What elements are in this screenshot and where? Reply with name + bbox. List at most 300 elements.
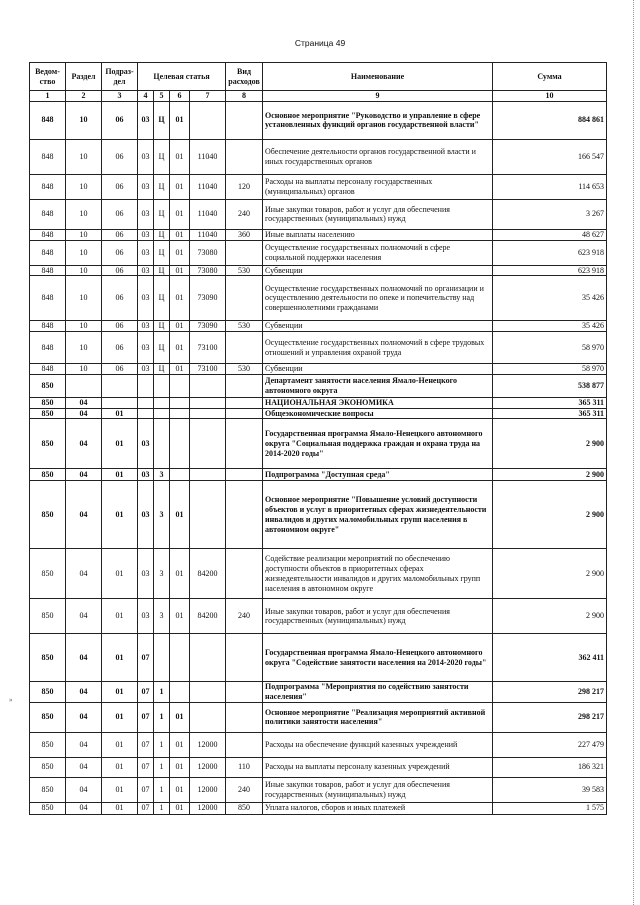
cell-razdel: 10: [66, 364, 102, 375]
cell-subprogram: Ц: [154, 139, 170, 174]
cell-direction: [190, 408, 226, 419]
cell-podrazdel: 01: [102, 757, 138, 777]
cell-vid-raskhodov: 240: [226, 777, 263, 802]
cell-program: 07: [138, 802, 154, 814]
cell-podrazdel: 06: [102, 276, 138, 321]
budget-table: [29, 62, 607, 815]
cell-program: 03: [138, 139, 154, 174]
cell-vid-raskhodov: 360: [226, 229, 263, 240]
cell-podrazdel: 01: [102, 549, 138, 599]
cell-vid-raskhodov: [226, 634, 263, 682]
cell-vid-raskhodov: [226, 397, 263, 408]
cell-direction: [190, 634, 226, 682]
cell-vedomstvo: 850: [30, 549, 66, 599]
table-body: [30, 101, 607, 814]
table-row: [30, 702, 607, 732]
cell-program: 03: [138, 364, 154, 375]
cell-event: 01: [170, 549, 190, 599]
cell-vid-raskhodov: [226, 139, 263, 174]
cell-program: 03: [138, 199, 154, 229]
cell-direction: 73090: [190, 321, 226, 332]
cell-summa: 166 547: [493, 139, 607, 174]
cell-vid-raskhodov: 850: [226, 802, 263, 814]
cell-razdel: 04: [66, 469, 102, 481]
cell-program: [138, 374, 154, 397]
column-number: 7: [190, 91, 226, 102]
cell-naimenovanie: Департамент занятости населения Ямало-Ненецкого автономного округа: [263, 374, 493, 397]
table-row: [30, 599, 607, 634]
cell-program: 03: [138, 174, 154, 199]
cell-vedomstvo: 848: [30, 101, 66, 139]
cell-vid-raskhodov: [226, 481, 263, 549]
table-row: [30, 364, 607, 375]
cell-direction: 11040: [190, 199, 226, 229]
cell-razdel: 10: [66, 139, 102, 174]
cell-razdel: 10: [66, 174, 102, 199]
cell-program: 03: [138, 481, 154, 549]
table-row: [30, 199, 607, 229]
header-naimenovanie: Наименование: [263, 63, 493, 91]
cell-vedomstvo: 850: [30, 419, 66, 469]
cell-naimenovanie: Субвенции: [263, 265, 493, 276]
cell-naimenovanie: Общеэкономические вопросы: [263, 408, 493, 419]
header-podrazdel: Подраз-дел: [102, 63, 138, 91]
cell-razdel: 10: [66, 229, 102, 240]
cell-podrazdel: 01: [102, 777, 138, 802]
cell-naimenovanie: Субвенции: [263, 321, 493, 332]
cell-subprogram: 3: [154, 469, 170, 481]
cell-podrazdel: [102, 374, 138, 397]
cell-subprogram: Ц: [154, 321, 170, 332]
cell-vedomstvo: 848: [30, 332, 66, 364]
cell-direction: [190, 101, 226, 139]
cell-razdel: 10: [66, 332, 102, 364]
table-row: [30, 397, 607, 408]
cell-direction: 11040: [190, 139, 226, 174]
column-number-row: [30, 91, 607, 102]
scan-mark: »: [9, 696, 13, 704]
table-row: [30, 174, 607, 199]
cell-podrazdel: 01: [102, 802, 138, 814]
cell-program: 03: [138, 240, 154, 265]
cell-direction: [190, 469, 226, 481]
cell-subprogram: 1: [154, 682, 170, 703]
cell-program: 03: [138, 419, 154, 469]
cell-naimenovanie: Государственная программа Ямало-Ненецкого автономного округа "Содействие занятости населения на 2014-2020 годы": [263, 634, 493, 682]
cell-podrazdel: 06: [102, 332, 138, 364]
cell-summa: 298 217: [493, 682, 607, 703]
cell-summa: 884 861: [493, 101, 607, 139]
cell-vedomstvo: 848: [30, 174, 66, 199]
cell-direction: [190, 397, 226, 408]
cell-event: 01: [170, 777, 190, 802]
cell-vedomstvo: 848: [30, 265, 66, 276]
cell-direction: 11040: [190, 174, 226, 199]
cell-summa: 1 575: [493, 802, 607, 814]
cell-summa: 35 426: [493, 276, 607, 321]
cell-event: 01: [170, 240, 190, 265]
cell-razdel: 04: [66, 599, 102, 634]
cell-vedomstvo: 850: [30, 757, 66, 777]
cell-podrazdel: 06: [102, 265, 138, 276]
cell-subprogram: 1: [154, 802, 170, 814]
cell-program: 07: [138, 682, 154, 703]
cell-direction: 73100: [190, 364, 226, 375]
cell-summa: 623 918: [493, 265, 607, 276]
cell-summa: 35 426: [493, 321, 607, 332]
cell-podrazdel: 01: [102, 469, 138, 481]
cell-subprogram: Ц: [154, 101, 170, 139]
cell-razdel: 04: [66, 408, 102, 419]
cell-naimenovanie: Иные закупки товаров, работ и услуг для обеспечения государственных (муниципальных) нужд: [263, 599, 493, 634]
cell-podrazdel: 01: [102, 732, 138, 757]
cell-razdel: 10: [66, 276, 102, 321]
cell-program: 03: [138, 549, 154, 599]
cell-summa: 2 900: [493, 419, 607, 469]
cell-subprogram: 3: [154, 481, 170, 549]
cell-naimenovanie: Основное мероприятие "Руководство и управление в сфере установленных функций органов государственной власти": [263, 101, 493, 139]
column-number: 1: [30, 91, 66, 102]
cell-naimenovanie: Субвенции: [263, 364, 493, 375]
cell-razdel: 10: [66, 240, 102, 265]
table-row: [30, 757, 607, 777]
cell-vedomstvo: 848: [30, 229, 66, 240]
cell-event: 01: [170, 802, 190, 814]
cell-podrazdel: 06: [102, 229, 138, 240]
cell-vid-raskhodov: 240: [226, 599, 263, 634]
cell-event: 01: [170, 139, 190, 174]
cell-summa: 48 627: [493, 229, 607, 240]
table-row: [30, 777, 607, 802]
cell-naimenovanie: Основное мероприятие "Повышение условий доступности объектов и услуг в приоритетных сферах жизнедеятельности инвалидов и других маломобильных групп населения в автономном округе": [263, 481, 493, 549]
table-row: [30, 469, 607, 481]
cell-vedomstvo: 850: [30, 599, 66, 634]
cell-program: 03: [138, 469, 154, 481]
header-summa: Сумма: [493, 63, 607, 91]
cell-summa: 623 918: [493, 240, 607, 265]
cell-subprogram: 1: [154, 702, 170, 732]
cell-direction: [190, 481, 226, 549]
cell-razdel: 04: [66, 397, 102, 408]
cell-event: [170, 682, 190, 703]
cell-razdel: 10: [66, 265, 102, 276]
cell-vedomstvo: 850: [30, 634, 66, 682]
cell-subprogram: Ц: [154, 265, 170, 276]
cell-vedomstvo: 850: [30, 469, 66, 481]
cell-event: 01: [170, 481, 190, 549]
cell-subprogram: Ц: [154, 229, 170, 240]
cell-summa: 365 311: [493, 408, 607, 419]
cell-program: 03: [138, 599, 154, 634]
cell-vid-raskhodov: 530: [226, 321, 263, 332]
cell-vid-raskhodov: [226, 374, 263, 397]
cell-program: [138, 397, 154, 408]
cell-naimenovanie: Осуществление государственных полномочий в сфере трудовых отношений и управления охраной труда: [263, 332, 493, 364]
cell-subprogram: [154, 408, 170, 419]
cell-vid-raskhodov: 120: [226, 174, 263, 199]
cell-event: 01: [170, 321, 190, 332]
column-number: 10: [493, 91, 607, 102]
column-number: 3: [102, 91, 138, 102]
cell-summa: 3 267: [493, 199, 607, 229]
cell-podrazdel: 06: [102, 321, 138, 332]
cell-vid-raskhodov: 240: [226, 199, 263, 229]
cell-podrazdel: 06: [102, 139, 138, 174]
cell-razdel: 04: [66, 777, 102, 802]
cell-event: [170, 397, 190, 408]
cell-podrazdel: 01: [102, 419, 138, 469]
cell-program: 07: [138, 702, 154, 732]
cell-naimenovanie: Подпрограмма "Доступная среда": [263, 469, 493, 481]
cell-naimenovanie: Расходы на обеспечение функций казенных учреждений: [263, 732, 493, 757]
cell-vid-raskhodov: [226, 419, 263, 469]
cell-event: [170, 469, 190, 481]
cell-event: 01: [170, 364, 190, 375]
cell-vedomstvo: 850: [30, 481, 66, 549]
cell-razdel: 04: [66, 802, 102, 814]
cell-direction: 73080: [190, 240, 226, 265]
cell-subprogram: [154, 419, 170, 469]
page-title: Страница 49: [294, 38, 346, 48]
cell-direction: 12000: [190, 777, 226, 802]
cell-program: 03: [138, 332, 154, 364]
cell-razdel: 04: [66, 757, 102, 777]
cell-naimenovanie: Подпрограмма "Мероприятия по содействию занятости населения": [263, 682, 493, 703]
cell-event: 01: [170, 332, 190, 364]
cell-direction: 12000: [190, 732, 226, 757]
cell-event: 01: [170, 276, 190, 321]
cell-vedomstvo: 850: [30, 408, 66, 419]
cell-vid-raskhodov: [226, 702, 263, 732]
cell-razdel: 04: [66, 549, 102, 599]
cell-direction: 73100: [190, 332, 226, 364]
cell-direction: [190, 419, 226, 469]
cell-naimenovanie: Государственная программа Ямало-Ненецкого автономного округа "Социальная поддержка граждан и охрана труда на 2014-2020 годы": [263, 419, 493, 469]
cell-subprogram: 1: [154, 777, 170, 802]
cell-razdel: 04: [66, 481, 102, 549]
cell-vid-raskhodov: [226, 332, 263, 364]
cell-subprogram: Ц: [154, 364, 170, 375]
cell-summa: 227 479: [493, 732, 607, 757]
cell-subprogram: 1: [154, 757, 170, 777]
cell-vid-raskhodov: [226, 408, 263, 419]
cell-vid-raskhodov: [226, 276, 263, 321]
cell-summa: 186 321: [493, 757, 607, 777]
cell-summa: 365 311: [493, 397, 607, 408]
cell-program: 07: [138, 757, 154, 777]
header-celevaya-statya: Целевая статья: [138, 63, 226, 91]
cell-vid-raskhodov: 530: [226, 265, 263, 276]
cell-vid-raskhodov: [226, 549, 263, 599]
cell-vedomstvo: 850: [30, 374, 66, 397]
table-row: [30, 408, 607, 419]
cell-razdel: 10: [66, 199, 102, 229]
column-number: 8: [226, 91, 263, 102]
cell-direction: [190, 682, 226, 703]
cell-vedomstvo: 848: [30, 321, 66, 332]
cell-summa: 2 900: [493, 469, 607, 481]
cell-podrazdel: 06: [102, 240, 138, 265]
cell-podrazdel: 06: [102, 174, 138, 199]
cell-vid-raskhodov: [226, 101, 263, 139]
cell-podrazdel: 01: [102, 599, 138, 634]
table-row: [30, 802, 607, 814]
cell-program: 03: [138, 101, 154, 139]
cell-subprogram: Ц: [154, 332, 170, 364]
cell-vedomstvo: 850: [30, 802, 66, 814]
header-vedomstvo: Ведом-ство: [30, 63, 66, 91]
cell-vid-raskhodov: [226, 240, 263, 265]
cell-podrazdel: 01: [102, 634, 138, 682]
cell-subprogram: Ц: [154, 174, 170, 199]
cell-subprogram: 1: [154, 732, 170, 757]
cell-event: 01: [170, 229, 190, 240]
cell-razdel: [66, 374, 102, 397]
cell-razdel: 10: [66, 321, 102, 332]
cell-event: [170, 374, 190, 397]
cell-event: 01: [170, 757, 190, 777]
cell-direction: 73080: [190, 265, 226, 276]
cell-summa: 114 653: [493, 174, 607, 199]
table-row: [30, 682, 607, 703]
table-row: [30, 229, 607, 240]
cell-summa: 298 217: [493, 702, 607, 732]
cell-direction: 73090: [190, 276, 226, 321]
table-row: [30, 732, 607, 757]
cell-event: [170, 634, 190, 682]
cell-summa: 58 970: [493, 332, 607, 364]
cell-podrazdel: 01: [102, 408, 138, 419]
cell-program: 03: [138, 276, 154, 321]
table-row: [30, 549, 607, 599]
table-row: [30, 265, 607, 276]
column-number: 9: [263, 91, 493, 102]
cell-program: 07: [138, 777, 154, 802]
cell-subprogram: Ц: [154, 199, 170, 229]
cell-subprogram: 3: [154, 549, 170, 599]
cell-vedomstvo: 848: [30, 139, 66, 174]
cell-summa: 538 877: [493, 374, 607, 397]
column-number: 4: [138, 91, 154, 102]
cell-event: 01: [170, 101, 190, 139]
cell-direction: 84200: [190, 549, 226, 599]
cell-event: 01: [170, 265, 190, 276]
cell-subprogram: [154, 374, 170, 397]
cell-direction: [190, 374, 226, 397]
cell-naimenovanie: Основное мероприятие "Реализация мероприятий активной политики занятости населения": [263, 702, 493, 732]
cell-naimenovanie: Содействие реализации мероприятий по обеспечению доступности объектов в приоритетных сферах жизнедеятельности инвалидов и других маломобильных групп населения в автономном округе: [263, 549, 493, 599]
cell-direction: 84200: [190, 599, 226, 634]
table-row: [30, 240, 607, 265]
cell-summa: 2 900: [493, 599, 607, 634]
cell-subprogram: [154, 397, 170, 408]
cell-razdel: 04: [66, 732, 102, 757]
table-row: [30, 374, 607, 397]
table-row: [30, 332, 607, 364]
cell-naimenovanie: Осуществление государственных полномочий в сфере социальной поддержки населения: [263, 240, 493, 265]
cell-naimenovanie: Обеспечение деятельности органов государственной власти и иных государственных органов: [263, 139, 493, 174]
table-row: [30, 419, 607, 469]
cell-podrazdel: 01: [102, 682, 138, 703]
cell-naimenovanie: Расходы на выплаты персоналу казенных учреждений: [263, 757, 493, 777]
cell-vedomstvo: 850: [30, 397, 66, 408]
table-row: [30, 321, 607, 332]
cell-summa: 2 900: [493, 549, 607, 599]
cell-vid-raskhodov: [226, 732, 263, 757]
table-row: [30, 139, 607, 174]
cell-subprogram: Ц: [154, 276, 170, 321]
cell-razdel: 04: [66, 702, 102, 732]
cell-summa: 362 411: [493, 634, 607, 682]
cell-podrazdel: [102, 397, 138, 408]
cell-subprogram: 3: [154, 599, 170, 634]
column-number: 2: [66, 91, 102, 102]
cell-event: 01: [170, 702, 190, 732]
cell-podrazdel: 06: [102, 199, 138, 229]
cell-event: [170, 408, 190, 419]
column-number: 5: [154, 91, 170, 102]
cell-vedomstvo: 848: [30, 364, 66, 375]
table-row: [30, 276, 607, 321]
cell-naimenovanie: Иные закупки товаров, работ и услуг для обеспечения государственных (муниципальных) нужд: [263, 199, 493, 229]
binding-edge: [633, 0, 640, 905]
cell-event: 01: [170, 599, 190, 634]
table-row: [30, 481, 607, 549]
cell-summa: 58 970: [493, 364, 607, 375]
cell-vid-raskhodov: 110: [226, 757, 263, 777]
cell-vid-raskhodov: [226, 469, 263, 481]
cell-program: 03: [138, 265, 154, 276]
cell-vedomstvo: 850: [30, 682, 66, 703]
cell-program: 03: [138, 229, 154, 240]
cell-naimenovanie: Иные выплаты населению: [263, 229, 493, 240]
cell-vid-raskhodov: 530: [226, 364, 263, 375]
cell-vedomstvo: 850: [30, 777, 66, 802]
table-row: [30, 101, 607, 139]
header-vid-raskhodov: Вид расходов: [226, 63, 263, 91]
cell-vedomstvo: 850: [30, 702, 66, 732]
cell-razdel: 10: [66, 101, 102, 139]
cell-event: 01: [170, 174, 190, 199]
header-razdel: Раздел: [66, 63, 102, 91]
cell-naimenovanie: Расходы на выплаты персоналу государственных (муниципальных) органов: [263, 174, 493, 199]
cell-summa: 2 900: [493, 481, 607, 549]
cell-razdel: 04: [66, 634, 102, 682]
cell-event: [170, 419, 190, 469]
cell-subprogram: Ц: [154, 240, 170, 265]
cell-program: 03: [138, 321, 154, 332]
cell-vedomstvo: 850: [30, 732, 66, 757]
table-row: [30, 634, 607, 682]
header-row: [30, 63, 607, 91]
cell-razdel: 04: [66, 682, 102, 703]
cell-program: 07: [138, 732, 154, 757]
cell-podrazdel: 01: [102, 481, 138, 549]
cell-podrazdel: 06: [102, 101, 138, 139]
cell-naimenovanie: Осуществление государственных полномочий по организации и осуществлению деятельности по опеке и попечительству над совершеннолетними гражданами: [263, 276, 493, 321]
cell-subprogram: [154, 634, 170, 682]
cell-event: 01: [170, 199, 190, 229]
cell-vedomstvo: 848: [30, 199, 66, 229]
cell-vedomstvo: 848: [30, 240, 66, 265]
cell-direction: 11040: [190, 229, 226, 240]
cell-vid-raskhodov: [226, 682, 263, 703]
cell-direction: [190, 702, 226, 732]
cell-summa: 39 583: [493, 777, 607, 802]
column-number: 6: [170, 91, 190, 102]
cell-naimenovanie: НАЦИОНАЛЬНАЯ ЭКОНОМИКА: [263, 397, 493, 408]
cell-podrazdel: 01: [102, 702, 138, 732]
